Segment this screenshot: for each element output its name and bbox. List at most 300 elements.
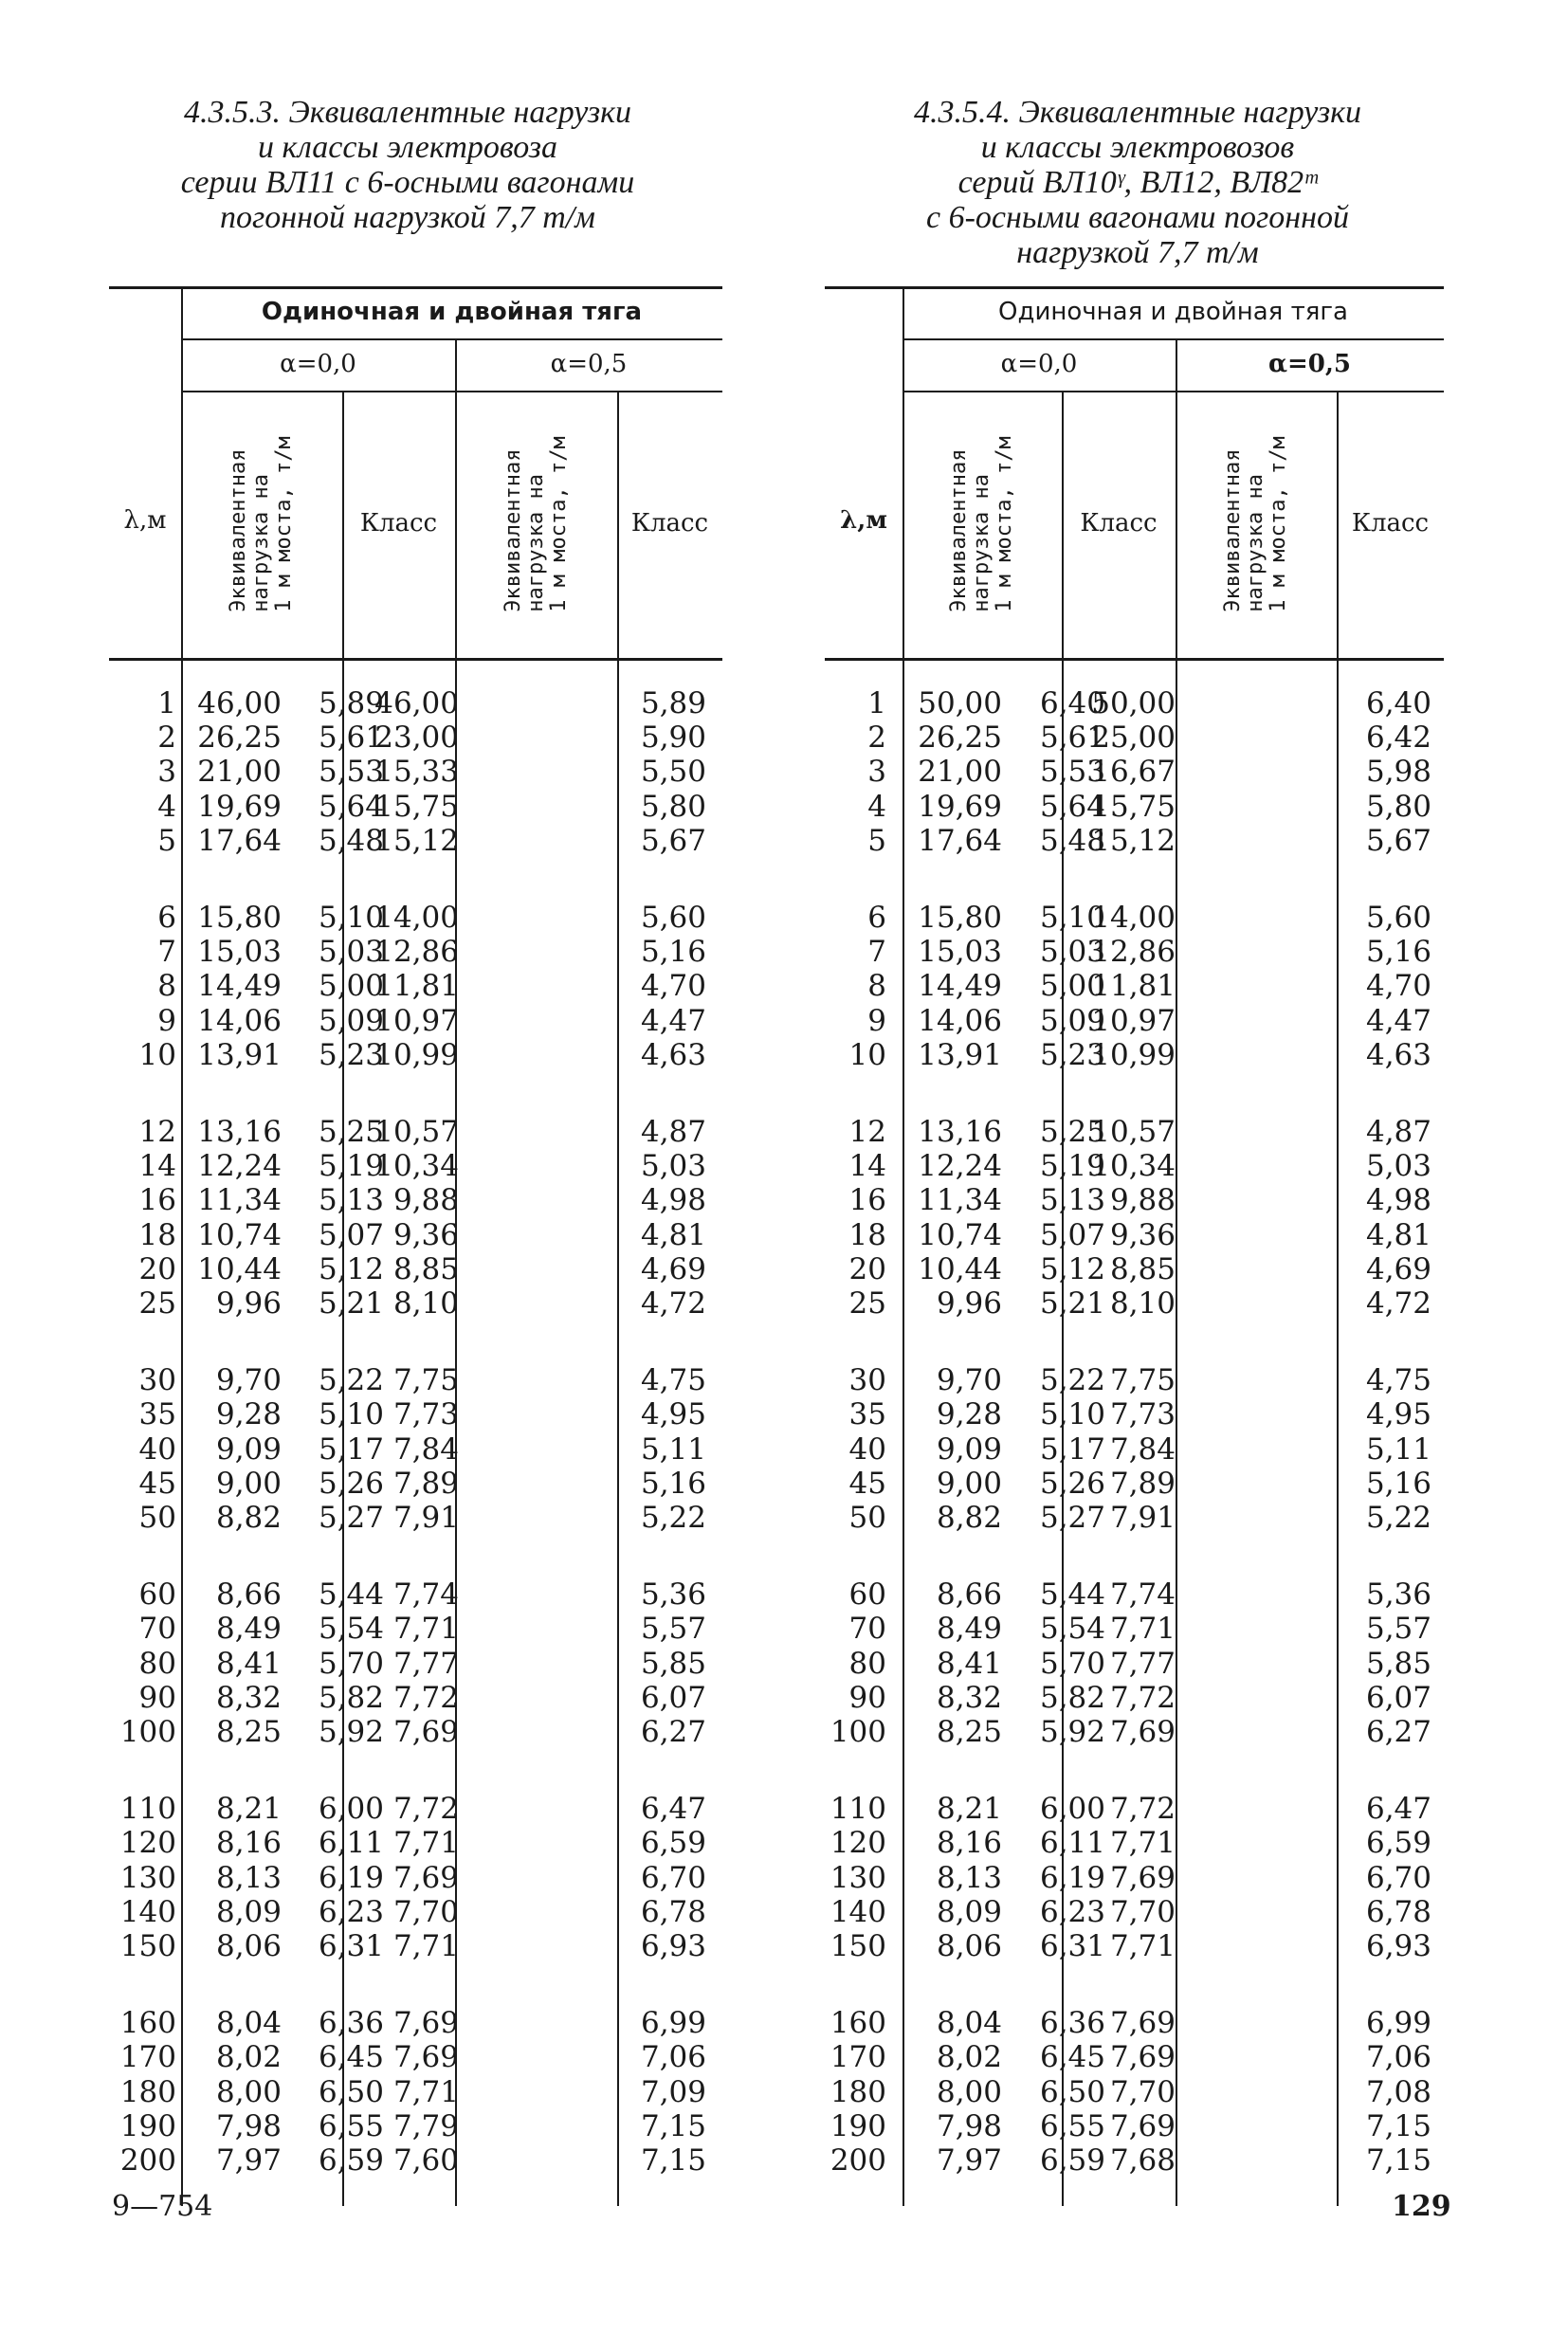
- table-row: [825, 1218, 1444, 1252]
- table-row: [109, 2109, 722, 2143]
- equiv-load-a5-cell: 15,12: [374, 823, 459, 858]
- equiv-load-a0-cell: 8,21: [215, 1792, 282, 1827]
- equiv-load-a5-cell: 7,71: [392, 1826, 459, 1861]
- class-a0-cell: 6,45: [1039, 2040, 1105, 2075]
- table-row: [109, 1286, 722, 1321]
- class-a0-cell: 5,44: [1039, 1577, 1105, 1613]
- equiv-load-label: Эквивалентная нагрузка на 1 м моста, т/м: [1221, 436, 1290, 612]
- class-a5-cell: 5,89: [640, 686, 706, 720]
- equiv-load-a5-cell: 7,75: [392, 1363, 459, 1398]
- class-a5-cell: 6,93: [1365, 1929, 1431, 1963]
- class-a0-cell: 6,11: [1039, 1826, 1105, 1861]
- span-length-cell: 200: [119, 2143, 176, 2178]
- class-a0-cell: 5,10: [318, 1397, 384, 1432]
- equiv-load-a0-cell: 8,02: [215, 2040, 282, 2075]
- table-row: [825, 1895, 1444, 1929]
- class-a5-cell: 5,22: [640, 1501, 706, 1535]
- class-a0-cell: 6,59: [318, 2143, 384, 2178]
- equiv-load-a5-cell: 10,99: [374, 1037, 459, 1072]
- table-row: [109, 824, 722, 858]
- table-top-rule: [825, 286, 1444, 289]
- equiv-load-a0-cell: 9,96: [936, 1286, 1002, 1321]
- equiv-load-a0-cell: 8,09: [936, 1894, 1002, 1929]
- caption-line: 4.3.5.4. Эквивалентные нагрузки: [913, 95, 1362, 130]
- equiv-load-a0-cell: 15,80: [197, 901, 282, 935]
- signature-mark: 9—754: [112, 2190, 213, 2223]
- header-bottom-rule: [109, 658, 722, 661]
- span-length-cell: 140: [119, 1894, 176, 1929]
- table-row: [109, 2006, 722, 2040]
- class-a5-cell: 5,36: [640, 1577, 706, 1613]
- equiv-load-a0-cell: 26,25: [197, 720, 282, 756]
- class-a5-cell: 6,42: [1365, 720, 1431, 756]
- equiv-load-a5-cell: 15,33: [374, 755, 459, 790]
- group-header-rule: [181, 338, 722, 340]
- class-a5-cell: 7,06: [1365, 2040, 1431, 2075]
- table-row: [825, 686, 1444, 720]
- equiv-load-a5-cell: 10,97: [374, 1003, 459, 1038]
- equiv-load-a5-cell: 7,69: [392, 1715, 459, 1749]
- equiv-load-a0-cell: 8,00: [936, 2074, 1002, 2109]
- equiv-load-a5-cell: 7,75: [1109, 1363, 1176, 1398]
- table-row: [109, 1792, 722, 1826]
- equiv-load-a0-cell: 8,09: [215, 1894, 282, 1929]
- table-row: [109, 2040, 722, 2074]
- class-a0-cell: 6,36: [318, 2006, 384, 2041]
- class-a5-cell: 5,85: [640, 1646, 706, 1681]
- class-a5-cell: 5,11: [1365, 1431, 1431, 1467]
- span-length-cell: 110: [119, 1792, 176, 1827]
- caption-line: нагрузкой 7,7 т/м: [1016, 235, 1259, 270]
- span-length-cell: 90: [848, 1680, 886, 1715]
- table-row: [825, 1647, 1444, 1681]
- equiv-load-a0-cell: 21,00: [918, 755, 1002, 790]
- table-row: [825, 935, 1444, 969]
- equiv-load-a5-cell: 7,77: [392, 1646, 459, 1681]
- equiv-load-a5-cell: 10,34: [374, 1149, 459, 1184]
- equiv-load-a0-cell: 9,28: [215, 1397, 282, 1432]
- equiv-load-a5-cell: 10,34: [1091, 1149, 1176, 1184]
- class-a0-cell: 6,11: [318, 1826, 384, 1861]
- table-row: [109, 1115, 722, 1149]
- equiv-load-a5-cell: 7,69: [1109, 1860, 1176, 1895]
- class-a5-cell: 4,69: [1365, 1251, 1431, 1286]
- equiv-load-a5-cell: 8,10: [392, 1286, 459, 1321]
- equiv-load-a0-cell: 8,21: [936, 1792, 1002, 1827]
- equiv-load-a5-cell: 7,77: [1109, 1646, 1176, 1681]
- class-a0-cell: 5,82: [318, 1680, 384, 1715]
- table-row: [109, 1895, 722, 1929]
- class-a5-cell: 5,57: [640, 1612, 706, 1647]
- class-a5-cell: 6,70: [640, 1860, 706, 1895]
- equiv-load-a5-cell: 7,69: [392, 2040, 459, 2075]
- class-a5-cell: 7,08: [1365, 2074, 1431, 2109]
- class-a0-cell: 6,45: [318, 2040, 384, 2075]
- equiv-load-a0-cell: 8,04: [215, 2006, 282, 2041]
- equiv-load-a5-cell: 7,72: [1109, 1680, 1176, 1715]
- class-a0-cell: 5,44: [318, 1577, 384, 1613]
- class-header: Класс: [1351, 509, 1430, 538]
- class-a5-cell: 6,78: [1365, 1894, 1431, 1929]
- table-row: [109, 1149, 722, 1183]
- table-row: [825, 1715, 1444, 1749]
- span-length-cell: 80: [138, 1646, 176, 1681]
- class-a5-cell: 4,72: [1365, 1286, 1431, 1321]
- span-length-cell: 130: [119, 1860, 176, 1895]
- equiv-load-a0-cell: 13,91: [197, 1037, 282, 1072]
- equiv-load-a5-cell: 7,91: [392, 1501, 459, 1535]
- class-a5-cell: 4,98: [1365, 1183, 1431, 1218]
- equiv-load-a5-cell: 7,69: [1109, 2006, 1176, 2041]
- equiv-load-a0-cell: 9,09: [936, 1431, 1002, 1467]
- span-length-cell: 12: [138, 1115, 176, 1149]
- lambda-header: λ,м: [123, 506, 167, 535]
- equiv-load-a5-cell: 7,71: [392, 2074, 459, 2109]
- lambda-header: λ,м: [840, 506, 887, 535]
- equiv-load-a5-cell: 25,00: [1091, 720, 1176, 756]
- table-row: [109, 720, 722, 755]
- class-a0-cell: 5,03: [1039, 935, 1105, 970]
- equiv-load-a0-cell: 17,64: [197, 823, 282, 858]
- class-header: Класс: [630, 509, 709, 538]
- table-row: [109, 1183, 722, 1217]
- class-a5-cell: 4,63: [1365, 1037, 1431, 1072]
- equiv-load-a5-cell: 12,86: [1091, 935, 1176, 970]
- class-a5-cell: 4,70: [1365, 969, 1431, 1004]
- class-a5-cell: 4,87: [1365, 1115, 1431, 1149]
- equiv-load-a5-cell: 50,00: [1091, 686, 1176, 720]
- class-a0-cell: 5,10: [1039, 1397, 1105, 1432]
- table-row: [825, 1432, 1444, 1467]
- class-a0-cell: 5,70: [318, 1646, 384, 1681]
- equiv-load-label: Эквивалентная нагрузка на 1 м моста, т/м: [227, 436, 296, 612]
- span-length-cell: 6: [157, 901, 176, 935]
- equiv-load-a0-cell: 14,49: [918, 969, 1002, 1004]
- equiv-load-a5-cell: 10,99: [1091, 1037, 1176, 1072]
- span-length-cell: 45: [138, 1466, 176, 1501]
- equiv-load-a5-cell: 11,81: [1091, 969, 1176, 1004]
- table-row: [825, 1363, 1444, 1397]
- span-length-cell: 50: [848, 1501, 886, 1535]
- table-row: [825, 1612, 1444, 1646]
- equiv-load-a0-cell: 11,34: [197, 1183, 282, 1218]
- span-length-cell: 8: [157, 969, 176, 1004]
- class-a0-cell: 5,13: [1039, 1183, 1105, 1218]
- class-a0-cell: 5,22: [318, 1363, 384, 1398]
- table-row: [825, 1252, 1444, 1286]
- equiv-load-a0-cell: 7,98: [215, 2108, 282, 2143]
- span-length-cell: 3: [867, 755, 886, 790]
- table-row: [825, 1115, 1444, 1149]
- equiv-load-a5-cell: 16,67: [1091, 755, 1176, 790]
- equiv-load-a0-cell: 8,16: [215, 1826, 282, 1861]
- class-a0-cell: 5,26: [318, 1466, 384, 1501]
- span-length-cell: 16: [138, 1183, 176, 1218]
- class-a5-cell: 6,93: [640, 1929, 706, 1963]
- page-number: 129: [1392, 2190, 1451, 2223]
- table-row: [109, 1004, 722, 1038]
- span-length-cell: 40: [138, 1431, 176, 1467]
- class-a5-cell: 4,72: [640, 1286, 706, 1321]
- span-length-cell: 170: [119, 2040, 176, 2075]
- equiv-load-a5-cell: 7,71: [1109, 1826, 1176, 1861]
- equiv-load-a5-cell: 7,69: [1109, 1715, 1176, 1749]
- class-a0-cell: 6,36: [1039, 2006, 1105, 2041]
- class-a5-cell: 4,70: [640, 969, 706, 1004]
- span-length-cell: 14: [138, 1149, 176, 1184]
- equiv-load-a0-cell: 15,80: [918, 901, 1002, 935]
- class-a5-cell: 5,16: [1365, 1466, 1431, 1501]
- equiv-load-a0-cell: 8,13: [215, 1860, 282, 1895]
- class-a0-cell: 5,19: [1039, 1149, 1105, 1184]
- class-a5-cell: 5,11: [640, 1431, 706, 1467]
- table-row: [109, 1715, 722, 1749]
- table-row: [109, 1252, 722, 1286]
- class-a0-cell: 5,22: [1039, 1363, 1105, 1398]
- table-row: [825, 1792, 1444, 1826]
- table-row: [109, 2143, 722, 2178]
- equiv-load-a0-cell: 13,16: [918, 1115, 1002, 1149]
- table-row: [109, 1432, 722, 1467]
- class-a0-cell: 5,21: [318, 1286, 384, 1321]
- equiv-load-a0-cell: 14,49: [197, 969, 282, 1004]
- table-row: [825, 1826, 1444, 1860]
- equiv-load-a0-cell: 10,74: [197, 1217, 282, 1252]
- class-a0-cell: 5,12: [318, 1251, 384, 1286]
- class-a5-cell: 6,59: [640, 1826, 706, 1861]
- equiv-load-a5-cell: 9,88: [392, 1183, 459, 1218]
- class-a5-cell: 6,78: [640, 1894, 706, 1929]
- span-length-cell: 25: [848, 1286, 886, 1321]
- class-a5-cell: 7,15: [1365, 2108, 1431, 2143]
- class-a5-cell: 6,27: [640, 1715, 706, 1749]
- equiv-load-a0-cell: 9,70: [215, 1363, 282, 1398]
- class-a5-cell: 5,50: [640, 755, 706, 790]
- equiv-load-a5-cell: 7,91: [1109, 1501, 1176, 1535]
- equiv-load-a5-cell: 15,12: [1091, 823, 1176, 858]
- class-a0-cell: 5,64: [1039, 789, 1105, 824]
- class-a5-cell: 7,15: [640, 2143, 706, 2178]
- class-a0-cell: 5,92: [318, 1715, 384, 1749]
- table-row: [109, 1681, 722, 1715]
- class-a5-cell: 4,81: [1365, 1217, 1431, 1252]
- class-a5-cell: 4,69: [640, 1251, 706, 1286]
- caption-line: серий ВЛ10ᵞ, ВЛ12, ВЛ82ᵐ: [957, 165, 1318, 200]
- table-row: [109, 969, 722, 1003]
- span-length-cell: 160: [830, 2006, 886, 2041]
- table-row: [825, 1929, 1444, 1963]
- class-a5-cell: 4,75: [1365, 1363, 1431, 1398]
- table-row: [109, 790, 722, 824]
- table-row: [109, 1038, 722, 1072]
- equiv-load-a0-cell: 9,00: [215, 1466, 282, 1501]
- class-a5-cell: 6,47: [640, 1792, 706, 1827]
- class-a5-cell: 4,98: [640, 1183, 706, 1218]
- class-a0-cell: 5,48: [318, 823, 384, 858]
- class-a0-cell: 5,23: [1039, 1037, 1105, 1072]
- span-length-cell: 30: [848, 1363, 886, 1398]
- span-length-cell: 20: [138, 1251, 176, 1286]
- span-length-cell: 150: [830, 1929, 886, 1963]
- table-row: [825, 824, 1444, 858]
- table-row: [825, 1467, 1444, 1501]
- class-a5-cell: 5,16: [640, 935, 706, 970]
- span-length-cell: 3: [157, 755, 176, 790]
- equiv-load-a0-cell: 7,97: [215, 2143, 282, 2178]
- class-a0-cell: 6,00: [1039, 1792, 1105, 1827]
- equiv-load-a5-cell: 7,71: [392, 1929, 459, 1963]
- class-a0-cell: 5,03: [318, 935, 384, 970]
- class-a5-cell: 6,40: [1365, 686, 1431, 720]
- equiv-load-a5-cell: 7,71: [392, 1612, 459, 1647]
- equiv-load-a5-cell: 10,57: [1091, 1115, 1176, 1149]
- caption-line: погонной нагрузкой 7,7 т/м: [220, 200, 595, 235]
- table-row: [825, 1183, 1444, 1217]
- table-row: [825, 2075, 1444, 2109]
- table-row: [109, 1577, 722, 1612]
- equiv-load-a0-cell: 13,16: [197, 1115, 282, 1149]
- span-length-cell: 2: [157, 720, 176, 756]
- span-length-cell: 100: [119, 1715, 176, 1749]
- equiv-load-a5-cell: 8,85: [1109, 1251, 1176, 1286]
- equiv-load-a0-cell: 8,32: [215, 1680, 282, 1715]
- class-a0-cell: 5,48: [1039, 823, 1105, 858]
- class-a5-cell: 5,60: [1365, 901, 1431, 935]
- class-a5-cell: 7,15: [1365, 2143, 1431, 2178]
- table-row: [825, 1038, 1444, 1072]
- class-a0-cell: 6,59: [1039, 2143, 1105, 2178]
- class-a0-cell: 5,27: [318, 1501, 384, 1535]
- class-a5-cell: 4,95: [640, 1397, 706, 1432]
- table-row: [109, 755, 722, 789]
- equiv-load-a0-cell: 9,28: [936, 1397, 1002, 1432]
- equiv-load-a0-cell: 8,25: [215, 1715, 282, 1749]
- table-row: [825, 1004, 1444, 1038]
- equiv-load-a0-cell: 9,70: [936, 1363, 1002, 1398]
- equiv-load-a0-cell: 14,06: [197, 1003, 282, 1038]
- equiv-load-a0-cell: 9,96: [215, 1286, 282, 1321]
- alpha-0-header: α=0,0: [1000, 350, 1078, 378]
- class-a0-cell: 5,53: [1039, 755, 1105, 790]
- equiv-load-a5-cell: 7,69: [1109, 2108, 1176, 2143]
- span-length-cell: 10: [138, 1037, 176, 1072]
- class-a0-cell: 5,61: [1039, 720, 1105, 756]
- equiv-load-header: [1176, 391, 1337, 658]
- equiv-load-a5-cell: 7,84: [392, 1431, 459, 1467]
- class-a0-cell: 5,13: [318, 1183, 384, 1218]
- equiv-load-a5-cell: 7,60: [392, 2143, 459, 2178]
- span-length-cell: 110: [830, 1792, 886, 1827]
- class-a0-cell: 6,55: [1039, 2108, 1105, 2143]
- class-header: Класс: [1080, 509, 1158, 538]
- span-length-cell: 60: [138, 1577, 176, 1613]
- equiv-load-a0-cell: 19,69: [197, 789, 282, 824]
- right-table-caption: [825, 95, 1450, 270]
- class-a0-cell: 5,12: [1039, 1251, 1105, 1286]
- class-a5-cell: 4,63: [640, 1037, 706, 1072]
- span-length-cell: 4: [867, 789, 886, 824]
- class-a5-cell: 5,36: [1365, 1577, 1431, 1613]
- class-a5-cell: 5,80: [1365, 789, 1431, 824]
- equiv-load-a5-cell: 7,72: [1109, 1792, 1176, 1827]
- equiv-load-a0-cell: 8,66: [215, 1577, 282, 1613]
- equiv-load-a0-cell: 13,91: [918, 1037, 1002, 1072]
- equiv-load-a0-cell: 7,97: [936, 2143, 1002, 2178]
- table-row: [825, 2006, 1444, 2040]
- class-a5-cell: 5,80: [640, 789, 706, 824]
- class-a0-cell: 5,09: [1039, 1003, 1105, 1038]
- class-a0-cell: 5,00: [318, 969, 384, 1004]
- class-a0-cell: 6,31: [1039, 1929, 1105, 1963]
- equiv-load-a0-cell: 17,64: [918, 823, 1002, 858]
- equiv-load-a0-cell: 15,03: [918, 935, 1002, 970]
- equiv-load-a5-cell: 10,97: [1091, 1003, 1176, 1038]
- span-length-cell: 130: [830, 1860, 886, 1895]
- alpha-5-header: α=0,5: [1267, 350, 1352, 378]
- class-a5-cell: 6,70: [1365, 1860, 1431, 1895]
- span-length-cell: 16: [848, 1183, 886, 1218]
- equiv-load-a5-cell: 14,00: [374, 901, 459, 935]
- equiv-load-a0-cell: 8,13: [936, 1860, 1002, 1895]
- span-length-cell: 120: [119, 1826, 176, 1861]
- equiv-load-label: Эквивалентная нагрузка на 1 м моста, т/м: [947, 436, 1016, 612]
- equiv-load-a5-cell: 7,73: [1109, 1397, 1176, 1432]
- equiv-load-a5-cell: 7,71: [1109, 1612, 1176, 1647]
- table-row: [109, 935, 722, 969]
- class-a0-cell: 6,55: [318, 2108, 384, 2143]
- span-length-cell: 180: [119, 2074, 176, 2109]
- table-row: [825, 1397, 1444, 1431]
- span-length-cell: 140: [830, 1894, 886, 1929]
- equiv-load-header: [455, 391, 617, 658]
- span-length-cell: 160: [119, 2006, 176, 2041]
- table-row: [825, 901, 1444, 935]
- class-a5-cell: 4,95: [1365, 1397, 1431, 1432]
- class-a5-cell: 6,07: [640, 1680, 706, 1715]
- span-length-cell: 1: [867, 686, 886, 720]
- equiv-load-a5-cell: 9,36: [1109, 1217, 1176, 1252]
- span-length-cell: 150: [119, 1929, 176, 1963]
- span-length-cell: 190: [119, 2108, 176, 2143]
- class-a0-cell: 6,23: [1039, 1894, 1105, 1929]
- equiv-load-a0-cell: 10,44: [918, 1251, 1002, 1286]
- class-a0-cell: 5,54: [318, 1612, 384, 1647]
- equiv-load-a5-cell: 7,89: [1109, 1466, 1176, 1501]
- class-a5-cell: 6,59: [1365, 1826, 1431, 1861]
- class-a5-cell: 5,90: [640, 720, 706, 756]
- span-length-cell: 70: [138, 1612, 176, 1647]
- table-row: [109, 1467, 722, 1501]
- class-a5-cell: 4,87: [640, 1115, 706, 1149]
- equiv-load-a0-cell: 8,06: [936, 1929, 1002, 1963]
- equiv-load-a0-cell: 15,03: [197, 935, 282, 970]
- span-length-cell: 40: [848, 1431, 886, 1467]
- span-length-cell: 5: [157, 823, 176, 858]
- class-a0-cell: 5,10: [1039, 901, 1105, 935]
- table-row: [109, 2075, 722, 2109]
- equiv-load-a5-cell: 7,73: [392, 1397, 459, 1432]
- equiv-load-a5-cell: 7,70: [1109, 2074, 1176, 2109]
- caption-line: серии ВЛ11 с 6-осными вагонами: [180, 165, 635, 200]
- span-length-cell: 100: [830, 1715, 886, 1749]
- class-a0-cell: 5,70: [1039, 1646, 1105, 1681]
- class-a0-cell: 5,17: [1039, 1431, 1105, 1467]
- equiv-load-a0-cell: 8,82: [936, 1501, 1002, 1535]
- class-a5-cell: 6,99: [640, 2006, 706, 2041]
- span-length-cell: 80: [848, 1646, 886, 1681]
- class-a0-cell: 5,27: [1039, 1501, 1105, 1535]
- class-a5-cell: 7,06: [640, 2040, 706, 2075]
